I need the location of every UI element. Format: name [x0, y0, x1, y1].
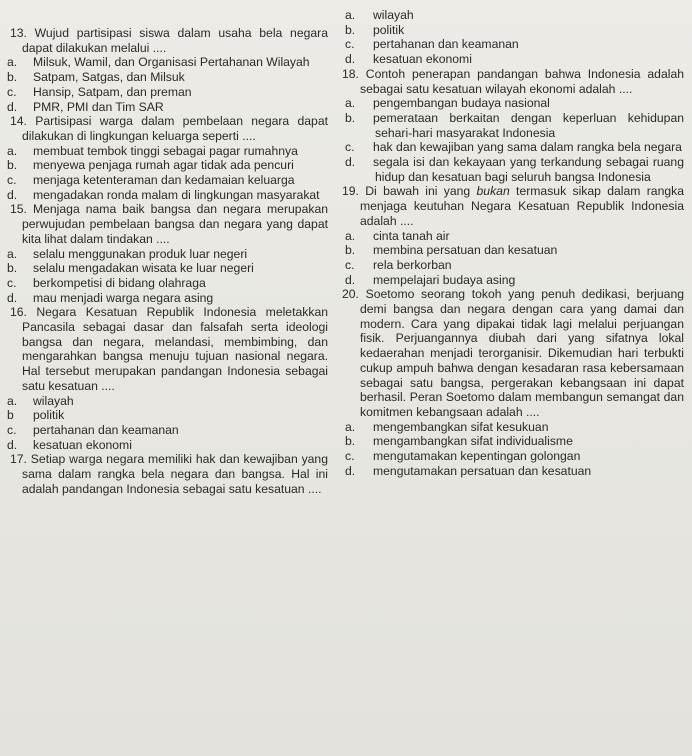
- option-d[interactable]: d. mengadakan ronda malam di lingkungan masyarakat: [7, 187, 320, 202]
- right-column: [342, 8, 684, 479]
- option-a[interactable]: a. membuat tembok tinggi sebagai pagar rumahnya: [7, 143, 298, 158]
- question-17: [10, 452, 328, 496]
- question-15: [7, 202, 328, 305]
- option-d[interactable]: d. kesatuan ekonomi: [345, 52, 472, 67]
- option-a[interactable]: a. cinta tanah air: [345, 228, 450, 243]
- option-c[interactable]: c. menjaga ketenteraman dan kedamaian keluarga: [7, 173, 295, 188]
- question-stem: 15. Menjaga nama baik bangsa dan negara merupakan perwujudan pembelaan bangsa dan negara yang dapat kita lihat dalam tindakan ....: [10, 202, 328, 246]
- option-b[interactable]: b. mengambangkan sifat individualisme: [345, 434, 573, 449]
- left-column: [7, 26, 328, 497]
- option-c[interactable]: c. pertahanan dan keamanan: [7, 422, 179, 437]
- option-d[interactable]: d. mau menjadi warga negara asing: [7, 290, 214, 305]
- option-c[interactable]: c. Hansip, Satpam, dan preman: [7, 84, 192, 99]
- question-13-options-continued: [342, 8, 684, 67]
- question-20: [342, 287, 684, 478]
- question-stem: 13. Wujud partisipasi siswa dalam usaha bela negara dapat dilakukan melalui ....: [10, 26, 328, 55]
- option-a[interactable]: a. mengembangkan sifat kesukuan: [345, 419, 549, 434]
- option-b[interactable]: b. selalu mengadakan wisata ke luar negeri: [7, 261, 254, 276]
- option-a[interactable]: a. Milsuk, Wamil, dan Organisasi Pertahanan Wilayah: [7, 55, 310, 70]
- question-stem: 16. Negara Kesatuan Republik Indonesia meletakkan Pancasila sebagai dasar dan falsafah serta ideologi bangsa dan negara, melandasi, membimbing, dan mengarahkan bangsa menuju tujuan nasional negara. Hal tersebut merupakan pandangan Indonesia sebagai satu kesatuan ....: [10, 305, 328, 393]
- option-d[interactable]: d. mengutamakan persatuan dan kesatuan: [345, 463, 592, 478]
- option-a[interactable]: a. wilayah: [7, 393, 74, 408]
- option-d[interactable]: d. segala isi dan kekayaan yang terkandung sebagai ruang hidup dan kesatuan bagi seluruh bangsa Indonesia: [345, 155, 684, 184]
- question-stem: 14. Partisipasi warga dalam pembelaan negara dapat dilakukan di lingkungan keluarga seperti ....: [10, 114, 328, 143]
- option-b[interactable]: b. politik: [345, 22, 405, 37]
- question-13: [7, 26, 328, 114]
- option-d[interactable]: d. kesatuan ekonomi: [7, 437, 132, 452]
- question-14: [7, 114, 328, 202]
- question-stem: 18. Contoh penerapan pandangan bahwa Indonesia adalah sebagai satu kesatuan wilayah ekonomi adalah ....: [342, 66, 684, 96]
- option-c[interactable]: c. rela berkorban: [345, 257, 452, 272]
- question-stem: 19. Di bawah ini yang bukan termasuk sikap dalam rangka menjaga keutuhan Negara Kesatuan Republik Indonesia adalah ....: [342, 184, 685, 228]
- option-a[interactable]: a. pengembangan budaya nasional: [345, 96, 550, 111]
- question-stem: 17. Setiap warga negara memiliki hak dan kewajiban yang sama dalam rangka bela negara dan bangsa. Hal ini adalah pandangan Indonesia sebagai satu kesatuan ....: [10, 452, 328, 496]
- option-d[interactable]: d. PMR, PMI dan Tim SAR: [7, 99, 164, 114]
- option-a[interactable]: a. wilayah: [345, 8, 414, 22]
- option-a[interactable]: a. selalu menggunakan produk luar negeri: [7, 246, 248, 261]
- option-c[interactable]: c. berkompetisi di bidang olahraga: [7, 275, 206, 290]
- question-16: [7, 305, 328, 452]
- option-b[interactable]: b. pemerataan berkaitan dengan keperluan kehidupan sehari-hari masyarakat Indonesia: [345, 110, 684, 140]
- option-b[interactable]: b politik: [7, 408, 65, 423]
- question-18: [342, 67, 684, 185]
- question-stem: 20. Soetomo seorang tokoh yang penuh dedikasi, berjuang demi bangsa dan negara dengan cara yang damai dan modern. Cara yang dipakai tidak lagi melalui perjuangan fisik. Perjuangannya diubah dari yang sifatnya lokal kedaerahan menjadi terorganisir. Dikemudian hari terbukti cukup ampuh bahwa dengan kesadaran rasa kebersamaan sebagai satu bangsa, pergerakan kebangsaan ini dapat berhasil. Peran Soetomo dalam membangun semangat dan komitmen kebangsaan adalah ....: [342, 287, 684, 419]
- option-c[interactable]: c. hak dan kewajiban yang sama dalam rangka bela negara: [345, 140, 682, 155]
- option-b[interactable]: b. membina persatuan dan kesatuan: [345, 243, 558, 258]
- question-19: [342, 184, 684, 287]
- option-b[interactable]: b. Satpam, Satgas, dan Milsuk: [7, 70, 185, 85]
- option-b[interactable]: b. menyewa penjaga rumah agar tidak ada pencuri: [7, 158, 294, 173]
- option-c[interactable]: c. mengutamakan kepentingan golongan: [345, 449, 581, 464]
- option-c[interactable]: c. pertahanan dan keamanan: [345, 37, 519, 52]
- option-d[interactable]: d. mempelajari budaya asing: [345, 272, 516, 287]
